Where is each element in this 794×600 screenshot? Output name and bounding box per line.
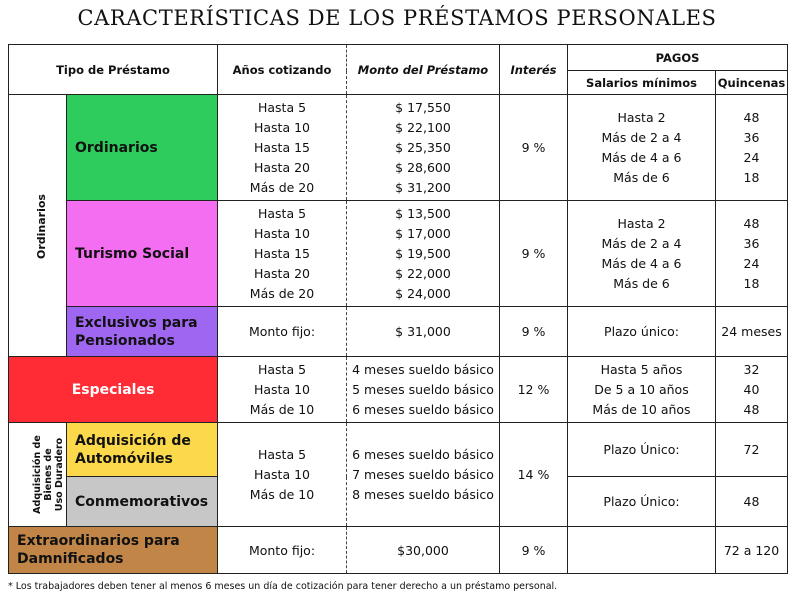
turismo-anos <box>218 201 347 307</box>
bienes-interes: 14 % <box>500 423 568 527</box>
ordinarios-quincenas-item: 36 <box>743 129 760 145</box>
ordinarios-salarios <box>568 95 716 201</box>
automoviles-salarios: Plazo Único: <box>568 423 716 477</box>
especiales-anos-item: Hasta 10 <box>253 381 310 397</box>
footnote: * Los trabajadores deben tener al menos 6 meses un día de cotización para tener derecho a un préstamo personal. <box>8 581 558 592</box>
automoviles-quincenas: 72 <box>716 423 788 477</box>
cat-especiales: Especiales <box>9 357 218 423</box>
turismo-anos-item: Hasta 5 <box>257 205 307 221</box>
turismo-monto-item: $ 13,500 <box>395 205 451 221</box>
ordinarios-interes: 9 % <box>500 95 568 201</box>
ordinarios-quincenas-item: 18 <box>743 169 760 185</box>
turismo-quincenas-item: 36 <box>743 235 760 251</box>
especiales-monto-item: 4 meses sueldo básico <box>352 361 494 377</box>
especiales-anos-item: Más de 10 <box>249 401 315 417</box>
cat-extraordinarios-damnificados: Extraordinarios para Damnificados <box>9 527 218 574</box>
conmemorativos-salarios: Plazo Único: <box>568 477 716 527</box>
extraordinarios-interes: 9 % <box>500 527 568 574</box>
header-monto: Monto del Préstamo <box>347 45 500 95</box>
turismo-anos-item: Hasta 20 <box>253 265 310 281</box>
header-salarios: Salarios mínimos <box>568 71 716 95</box>
especiales-salarios <box>568 357 716 423</box>
turismo-quincenas-item: 48 <box>743 215 760 231</box>
cat-ordinarios: Ordinarios <box>67 95 218 201</box>
turismo-anos-item: Hasta 15 <box>253 245 310 261</box>
especiales-quincenas-item: 48 <box>743 401 760 417</box>
extraordinarios-anos: Monto fijo: <box>218 527 347 574</box>
ordinarios-salarios-item: Más de 2 a 4 <box>601 129 682 145</box>
header-quincenas: Quincenas <box>716 71 788 95</box>
exclusivos-quincenas: 24 meses <box>716 307 788 357</box>
turismo-salarios-item: Más de 6 <box>613 275 670 291</box>
cat-turismo-social: Turismo Social <box>67 201 218 307</box>
turismo-monto-item: $ 19,500 <box>395 245 451 261</box>
bienes-monto-item: 7 meses sueldo básico <box>352 466 494 482</box>
turismo-interes: 9 % <box>500 201 568 307</box>
ordinarios-anos-item: Hasta 15 <box>253 139 310 155</box>
bienes-anos-item: Hasta 5 <box>257 446 307 462</box>
turismo-monto <box>347 201 500 307</box>
group-adquisicion-line: Bienes de <box>42 448 54 501</box>
turismo-salarios-item: Hasta 2 <box>617 215 666 231</box>
ordinarios-salarios-item: Hasta 2 <box>617 109 666 125</box>
exclusivos-anos: Monto fijo: <box>218 307 347 357</box>
especiales-quincenas-item: 40 <box>743 381 760 397</box>
extraordinarios-quincenas: 72 a 120 <box>716 527 788 574</box>
especiales-quincenas <box>716 357 788 423</box>
turismo-quincenas <box>716 201 788 307</box>
especiales-salarios-item: Más de 10 años <box>592 401 691 417</box>
bienes-monto <box>347 423 500 527</box>
especiales-anos-item: Hasta 5 <box>257 361 307 377</box>
turismo-monto-item: $ 22,000 <box>395 265 451 281</box>
especiales-salarios-item: Hasta 5 años <box>600 361 683 377</box>
group-adquisicion-line: Adquisición de <box>31 435 43 514</box>
ordinarios-quincenas-item: 24 <box>743 149 760 165</box>
ordinarios-monto <box>347 95 500 201</box>
ordinarios-quincenas <box>716 95 788 201</box>
bienes-monto-item: 6 meses sueldo básico <box>352 446 494 462</box>
ordinarios-anos <box>218 95 347 201</box>
turismo-salarios <box>568 201 716 307</box>
header-anos: Años cotizando <box>218 45 347 95</box>
turismo-quincenas-item: 18 <box>743 275 760 291</box>
turismo-monto-item: $ 17,000 <box>395 225 451 241</box>
cat-exclusivos-pensionados: Exclusivos para Pensionados <box>67 307 218 357</box>
page-title: CARACTERÍSTICAS DE LOS PRÉSTAMOS PERSONALES <box>77 6 717 30</box>
especiales-quincenas-item: 32 <box>743 361 760 377</box>
header-tipo: Tipo de Préstamo <box>9 45 218 95</box>
especiales-interes: 12 % <box>500 357 568 423</box>
conmemorativos-quincenas: 48 <box>716 477 788 527</box>
ordinarios-anos-item: Hasta 5 <box>257 99 307 115</box>
ordinarios-monto-item: $ 31,200 <box>395 179 451 195</box>
cat-adquisicion-automoviles: Adquisición de Automóviles <box>67 423 218 477</box>
exclusivos-monto: $ 31,000 <box>347 307 500 357</box>
ordinarios-monto-item: $ 22,100 <box>395 119 451 135</box>
bienes-anos-item: Hasta 10 <box>253 466 310 482</box>
group-adquisicion-bienes <box>9 423 67 527</box>
turismo-anos-item: Hasta 10 <box>253 225 310 241</box>
extraordinarios-salarios <box>568 527 716 574</box>
especiales-salarios-item: De 5 a 10 años <box>594 381 689 397</box>
group-adquisicion-label <box>32 435 65 514</box>
ordinarios-monto-item: $ 17,550 <box>395 99 451 115</box>
bienes-anos <box>218 423 347 527</box>
turismo-salarios-item: Más de 2 a 4 <box>601 235 682 251</box>
bienes-monto-item: 8 meses sueldo básico <box>352 486 494 502</box>
exclusivos-interes: 9 % <box>500 307 568 357</box>
header-pagos: PAGOS <box>568 45 788 71</box>
especiales-monto-item: 6 meses sueldo básico <box>352 401 494 417</box>
exclusivos-salarios: Plazo único: <box>568 307 716 357</box>
turismo-salarios-item: Más de 4 a 6 <box>601 255 682 271</box>
ordinarios-salarios-item: Más de 4 a 6 <box>601 149 682 165</box>
ordinarios-salarios-item: Más de 6 <box>613 169 670 185</box>
ordinarios-monto-item: $ 25,350 <box>395 139 451 155</box>
bienes-anos-item: Más de 10 <box>249 486 315 502</box>
loan-characteristics-table <box>8 44 788 574</box>
extraordinarios-monto: $30,000 <box>347 527 500 574</box>
ordinarios-anos-item: Hasta 10 <box>253 119 310 135</box>
header-interes: Interés <box>500 45 568 95</box>
especiales-monto <box>347 357 500 423</box>
ordinarios-monto-item: $ 28,600 <box>395 159 451 175</box>
group-ordinarios-label: Ordinarios <box>34 194 48 259</box>
group-adquisicion-line: Uso Duradero <box>53 437 65 512</box>
especiales-monto-item: 5 meses sueldo básico <box>352 381 494 397</box>
cat-conmemorativos: Conmemorativos <box>67 477 218 527</box>
turismo-quincenas-item: 24 <box>743 255 760 271</box>
ordinarios-anos-item: Más de 20 <box>249 179 315 195</box>
group-ordinarios <box>9 95 67 357</box>
especiales-anos <box>218 357 347 423</box>
ordinarios-anos-item: Hasta 20 <box>253 159 310 175</box>
ordinarios-quincenas-item: 48 <box>743 109 760 125</box>
turismo-monto-item: $ 24,000 <box>395 285 451 301</box>
turismo-anos-item: Más de 20 <box>249 285 315 301</box>
